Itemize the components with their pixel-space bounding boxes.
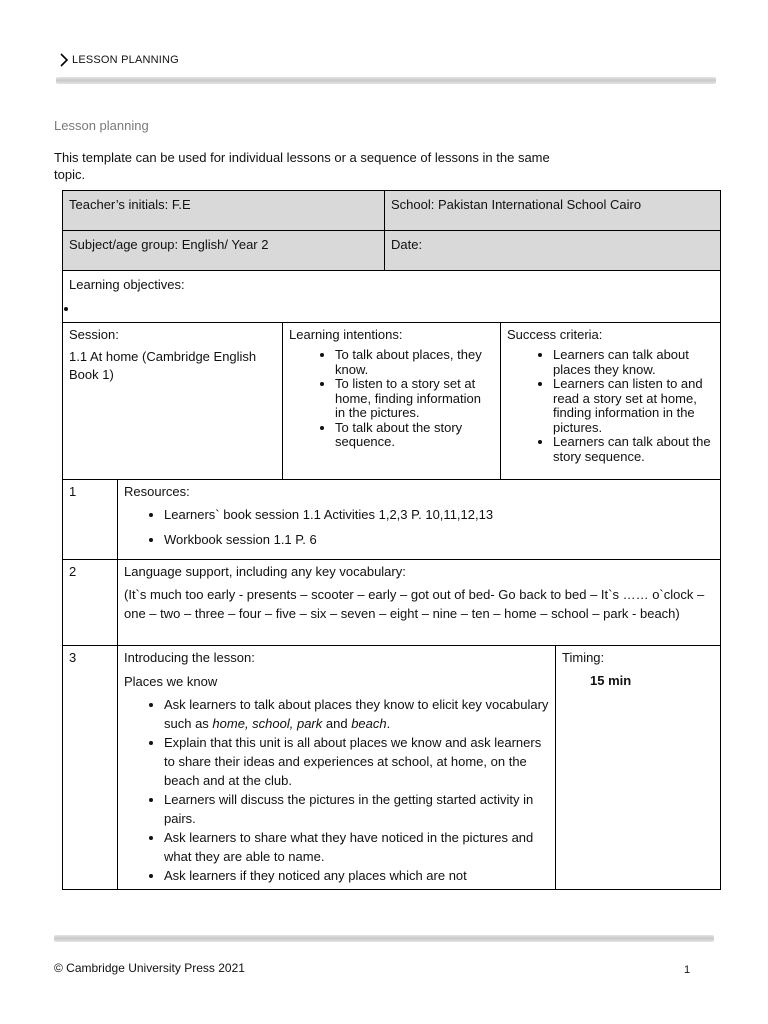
session-cell <box>63 323 283 480</box>
objectives-label: Learning objectives: <box>69 277 185 292</box>
introducing-label: Introducing the lesson: <box>124 650 255 665</box>
activity-item: • Ask learners if they noticed any places which are not <box>164 866 549 885</box>
copyright-text: © Cambridge University Press 2021 <box>54 961 245 975</box>
activity-item: • Explain that this unit is all about places we know and ask learners to share their ideas and experiences at school, at home, on the beach and at the club. <box>164 733 549 790</box>
objective-item <box>79 302 714 317</box>
timing-cell <box>556 646 721 890</box>
intention-item: • To listen to a story set at home, finding information in the pictures. <box>335 377 494 421</box>
criteria-label: Success criteria: <box>507 327 603 342</box>
criteria-item: • Learners can listen to and read a story set at home, finding information in the pictures. <box>553 377 714 435</box>
activity-item: • Ask learners to share what they have noticed in the pictures and what they are able to name. <box>164 828 549 866</box>
activity-item: • Learners will discuss the pictures in the getting started activity in pairs. <box>164 790 549 828</box>
resource-item: • Learners` book session 1.1 Activities 1,2,3 P. 10,11,12,13 <box>164 505 714 524</box>
row-number: 3 <box>63 646 118 890</box>
intentions-cell <box>283 323 501 480</box>
resource-item: • Workbook session 1.1 P. 6 <box>164 530 714 549</box>
chevron-right-icon <box>58 52 70 68</box>
header-divider <box>56 77 716 84</box>
objectives-list <box>69 302 714 317</box>
section-title: Lesson planning <box>54 118 149 133</box>
resources-cell <box>118 480 721 560</box>
criteria-cell <box>501 323 721 480</box>
intention-item: • To talk about the story sequence. <box>335 421 494 450</box>
introducing-subtitle: Places we know <box>124 674 218 689</box>
intro-text: This template can be used for individual lessons or a sequence of lessons in the same topic. <box>54 150 550 182</box>
language-cell <box>118 560 721 646</box>
row-number: 2 <box>63 560 118 646</box>
school-cell: School: Pakistan International School Cairo <box>385 191 721 231</box>
session-label: Session: <box>69 327 119 342</box>
intention-item: • To talk about places, they know. <box>335 348 494 377</box>
timing-value: 15 min <box>590 673 632 688</box>
page-header <box>58 50 179 70</box>
introducing-cell <box>118 646 556 890</box>
objectives-cell <box>63 271 721 323</box>
intentions-list <box>289 348 494 450</box>
teacher-cell: Teacher’s initials: F.E <box>63 191 385 231</box>
criteria-list <box>507 348 714 464</box>
resources-label: Resources: <box>124 484 190 499</box>
activity-item: • Ask learners to talk about places they know to elicit key vocabulary such as home, school, park and beach. <box>164 695 549 733</box>
row-number: 1 <box>63 480 118 560</box>
lesson-plan-table <box>62 190 721 890</box>
intentions-label: Learning intentions: <box>289 327 403 342</box>
footer-divider <box>54 935 714 942</box>
page-number: 1 <box>684 964 691 976</box>
resources-list <box>124 505 714 549</box>
language-label: Language support, including any key vocabulary: <box>124 564 406 579</box>
criteria-item: • Learners can talk about the story sequence. <box>553 435 714 464</box>
introducing-list <box>124 695 549 885</box>
date-cell: Date: <box>385 231 721 271</box>
timing-label: Timing: <box>562 650 605 665</box>
criteria-item: • Learners can talk about places they know. <box>553 348 714 377</box>
header-label: LESSON PLANNING <box>72 54 179 66</box>
vocabulary-text: (It`s much too early - presents – scooter – early – got out of bed- Go back to bed – It`s …… o`clock – one – two – three – four – five – six – seven – eight – nine – ten – home – school – park - beach) <box>124 587 705 621</box>
session-value: 1.1 At home (Cambridge English Book 1) <box>69 349 257 382</box>
subject-cell: Subject/age group: English/ Year 2 <box>63 231 385 271</box>
